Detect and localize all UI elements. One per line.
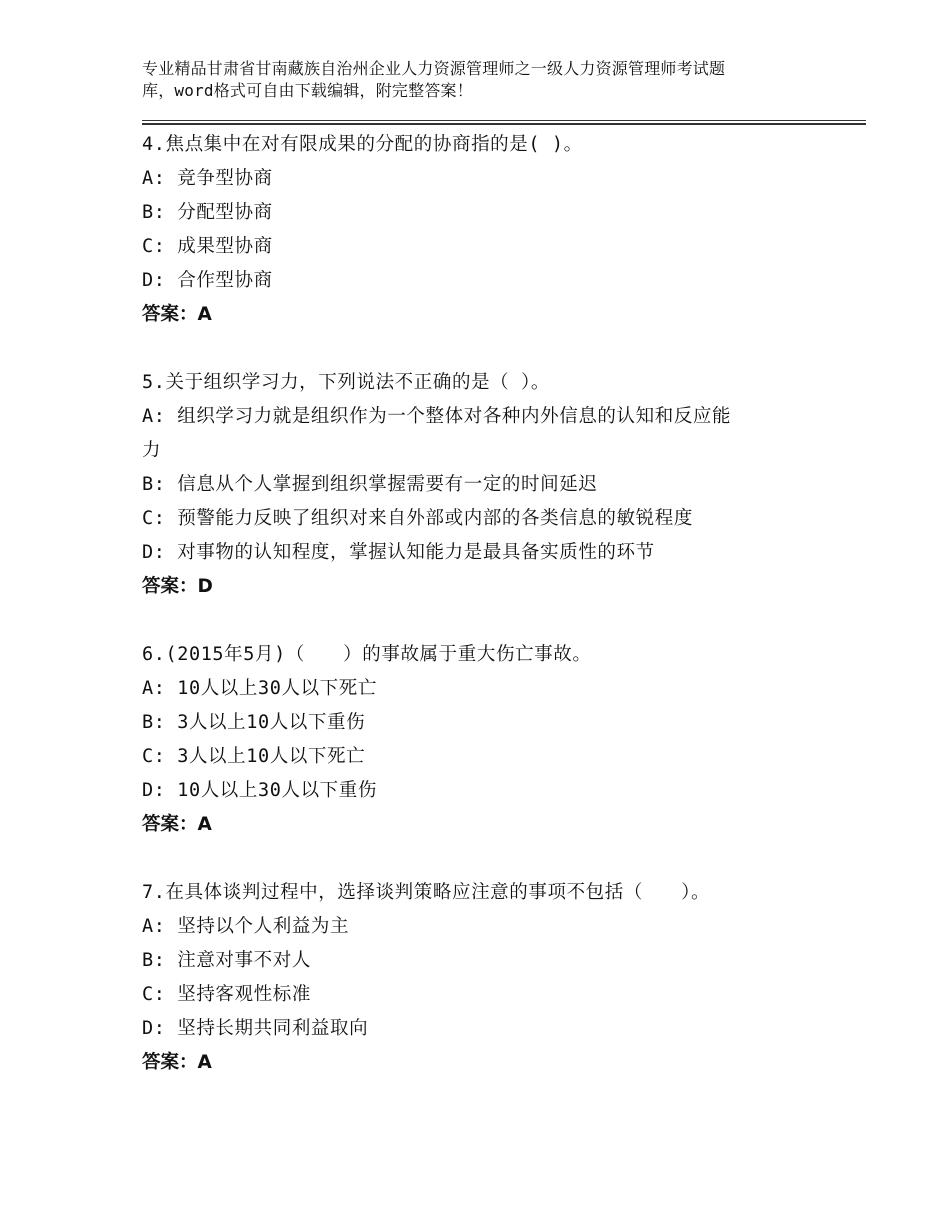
option-a: A: 竞争型协商 xyxy=(142,168,273,189)
question-stem: 7.在具体谈判过程中，选择谈判策略应注意的事项不包括（ ）。 xyxy=(142,882,711,903)
option-c: C: 成果型协商 xyxy=(142,236,273,257)
option-a: A: 10人以上30人以下死亡 xyxy=(142,678,377,699)
question-item xyxy=(142,128,842,332)
option-a-continued: 力 xyxy=(142,440,162,461)
option-b: B: 3人以上10人以下重伤 xyxy=(142,712,366,733)
header-title-line-1: 专业精品甘肃省甘南藏族自治州企业人力资源管理师之一级人力资源管理师考试题 xyxy=(142,59,726,78)
option-d: D: 合作型协商 xyxy=(142,270,273,291)
option-b: B: 注意对事不对人 xyxy=(142,950,311,971)
question-item xyxy=(142,638,842,842)
document-header xyxy=(142,58,842,102)
question-list xyxy=(142,128,842,1114)
question-stem: 4.焦点集中在对有限成果的分配的协商指的是( )。 xyxy=(142,134,583,155)
question-stem: 6.(2015年5月)（ ）的事故属于重大伤亡事故。 xyxy=(142,644,592,665)
option-b: B: 信息从个人掌握到组织掌握需要有一定的时间延迟 xyxy=(142,474,598,495)
header-title-line-2: 库，word格式可自由下载编辑，附完整答案！ xyxy=(142,81,473,100)
question-stem: 5.关于组织学习力，下列说法不正确的是（ ）。 xyxy=(142,372,550,393)
option-d: D: 坚持长期共同利益取向 xyxy=(142,1018,369,1039)
answer-label: 答案：A xyxy=(142,304,212,325)
answer-label: 答案：A xyxy=(142,1052,212,1073)
answer-label: 答案：D xyxy=(142,576,213,597)
option-a: A: 组织学习力就是组织作为一个整体对各种内外信息的认知和反应能 xyxy=(142,406,732,427)
option-c: C: 3人以上10人以下死亡 xyxy=(142,746,366,767)
option-b: B: 分配型协商 xyxy=(142,202,273,223)
header-divider-thick xyxy=(142,123,866,125)
answer-label: 答案：A xyxy=(142,814,212,835)
question-item xyxy=(142,876,842,1080)
question-item xyxy=(142,366,842,604)
header-divider-thin xyxy=(142,120,866,121)
option-d: D: 对事物的认知程度，掌握认知能力是最具备实质性的环节 xyxy=(142,542,655,563)
option-d: D: 10人以上30人以下重伤 xyxy=(142,780,377,801)
option-c: C: 预警能力反映了组织对来自外部或内部的各类信息的敏锐程度 xyxy=(142,508,693,529)
option-a: A: 坚持以个人利益为主 xyxy=(142,916,350,937)
option-c: C: 坚持客观性标准 xyxy=(142,984,311,1005)
